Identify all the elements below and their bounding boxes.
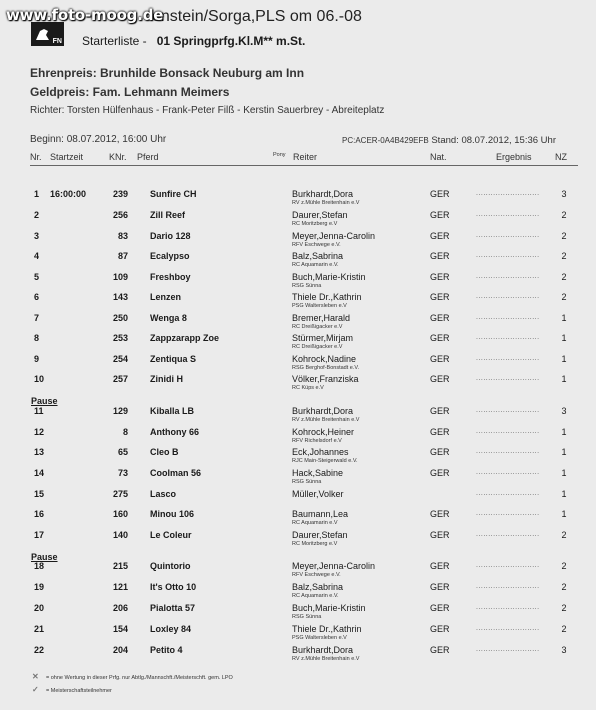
nation: GER: [430, 251, 450, 261]
start-number: 7: [34, 313, 40, 323]
result-placeholder: ..........................: [476, 531, 540, 538]
result-placeholder: ..........................: [476, 273, 540, 280]
rider-name: Burkhardt,Dora: [292, 406, 354, 416]
rider-club: RFV Eschwege e.V.: [292, 572, 341, 578]
nation: GER: [430, 530, 450, 540]
geldpreis: Geldpreis: Fam. Lehmann Meimers: [30, 85, 230, 99]
rider-club: PSG Waltersleben e.V: [292, 635, 347, 641]
table-row: [0, 272, 596, 292]
table-row: [0, 561, 596, 581]
result-placeholder: ..........................: [476, 334, 540, 341]
table-row: [0, 624, 596, 644]
class-name: 01 Springprfg.Kl.M** m.St.: [156, 34, 306, 48]
horse-name: Lenzen: [150, 292, 182, 302]
rider-name: Meyer,Jenna-Carolin: [292, 231, 376, 241]
start-number: 22: [34, 645, 45, 655]
rider-name: Burkhardt,Dora: [292, 189, 354, 199]
logo-text: FN: [52, 38, 62, 45]
nation: GER: [430, 624, 450, 634]
start-number: 14: [34, 468, 45, 478]
competitor-number: 257: [112, 374, 128, 384]
table-row: [0, 427, 596, 447]
table-row: [0, 603, 596, 623]
nation: GER: [430, 292, 450, 302]
start-number: 9: [34, 354, 40, 364]
competitor-number: 256: [112, 210, 128, 220]
nation: GER: [430, 561, 450, 571]
rider-name: Buch,Marie-Kristin: [292, 603, 366, 613]
cross-icon: ✕: [32, 672, 39, 681]
table-row: [0, 406, 596, 426]
rider-club: RC Dreißigacker e.V: [292, 324, 343, 330]
table-row: [0, 645, 596, 665]
horse-name: Cleo B: [150, 447, 179, 457]
table-row: [0, 509, 596, 529]
horse-logo-icon: [34, 25, 52, 43]
competitor-number: 140: [112, 530, 128, 540]
nz-value: 3: [561, 645, 567, 655]
nz-value: 3: [561, 189, 567, 199]
start-number: 20: [34, 603, 45, 613]
pause-label: Pause: [31, 552, 58, 562]
table-row: [0, 210, 596, 230]
col-nz: NZ: [555, 152, 567, 162]
result-placeholder: ..........................: [476, 510, 540, 517]
table-row: [0, 251, 596, 271]
nation: GER: [430, 333, 450, 343]
col-nat: Nat.: [430, 152, 447, 162]
nz-value: 2: [561, 603, 567, 613]
col-pony: Pony: [273, 152, 286, 158]
nz-value: 1: [561, 354, 567, 364]
start-number: 10: [34, 374, 45, 384]
competitor-number: 8: [122, 427, 128, 437]
header-rule: [30, 165, 578, 166]
result-placeholder: ..........................: [476, 355, 540, 362]
result-placeholder: ..........................: [476, 407, 540, 414]
rider-name: Völker,Franziska: [292, 374, 359, 384]
rider-club: RC Aquamarin e.V.: [292, 593, 339, 599]
competitor-number: 109: [112, 272, 128, 282]
horse-name: Sunfire CH: [150, 189, 197, 199]
nz-value: 1: [561, 427, 567, 437]
horse-name: Lasco: [150, 489, 177, 499]
rider-club: PSG Waltersleben e.V: [292, 303, 347, 309]
competitor-number: 250: [112, 313, 128, 323]
beginn: Beginn: 08.07.2012, 16:00 Uhr: [30, 134, 167, 145]
horse-name: Minou 106: [150, 509, 195, 519]
rider-club: RSG Sünna: [292, 283, 322, 289]
nz-value: 1: [561, 468, 567, 478]
horse-name: Pialotta 57: [150, 603, 196, 613]
nation: GER: [430, 231, 450, 241]
col-reiter: Reiter: [293, 152, 318, 162]
competitor-number: 253: [112, 333, 128, 343]
start-number: 17: [34, 530, 45, 540]
nz-value: 2: [561, 231, 567, 241]
rider-name: Burkhardt,Dora: [292, 645, 354, 655]
start-number: 16: [34, 509, 45, 519]
start-number: 3: [34, 231, 40, 241]
table-row: [0, 354, 596, 374]
pause-label: Pause: [31, 396, 58, 406]
rider-club: RSG Sünna: [292, 479, 322, 485]
nz-value: 2: [561, 530, 567, 540]
rider-club: RV z.Mühle Breitenhain e.V: [292, 656, 360, 662]
competitor-number: 215: [112, 561, 128, 571]
event-title: enstein/Sorga,PLS om 06.-08: [152, 8, 362, 25]
result-placeholder: ..........................: [476, 190, 540, 197]
start-number: 21: [34, 624, 45, 634]
competitor-number: 160: [112, 509, 128, 519]
rider-name: Daurer,Stefan: [292, 530, 348, 540]
horse-name: It's Otto 10: [150, 582, 197, 592]
result-placeholder: ..........................: [476, 604, 540, 611]
rider-name: Müller,Volker: [292, 489, 344, 499]
competitor-number: 254: [112, 354, 128, 364]
result-placeholder: ..........................: [476, 625, 540, 632]
col-knr: KNr.: [109, 152, 127, 162]
result-placeholder: ..........................: [476, 252, 540, 259]
horse-name: Zentiqua S: [150, 354, 197, 364]
ehrenpreis: Ehrenpreis: Brunhilde Bonsack Neuburg am Inn: [30, 66, 305, 80]
rider-club: RC Aquamarin e.V.: [292, 262, 339, 268]
rider-name: Thiele Dr.,Kathrin: [292, 624, 362, 634]
rider-name: Daurer,Stefan: [292, 210, 348, 220]
result-placeholder: ..........................: [476, 448, 540, 455]
rider-club: RC Aquamarin e.V: [292, 520, 338, 526]
rider-club: RJC Main-Steigerwald e.V.: [292, 458, 358, 464]
nz-value: 2: [561, 561, 567, 571]
competitor-number: 143: [112, 292, 128, 302]
rider-name: Buch,Marie-Kristin: [292, 272, 366, 282]
rider-club: RSG Sünna: [292, 614, 322, 620]
table-row: [0, 374, 596, 394]
competitor-number: 206: [112, 603, 128, 613]
table-row: [0, 231, 596, 251]
start-number: 1: [34, 189, 40, 199]
rider-club: RC Küps e.V: [292, 385, 324, 391]
start-number: 15: [34, 489, 45, 499]
rider-club: RV z.Mühle Breitenhain e.V: [292, 417, 360, 423]
horse-name: Kiballa LB: [150, 406, 195, 416]
competitor-number: 87: [117, 251, 128, 261]
rider-name: Kohrock,Heiner: [292, 427, 355, 437]
start-number: 8: [34, 333, 40, 343]
nation: GER: [430, 427, 450, 437]
start-number: 18: [34, 561, 45, 571]
nation: GER: [430, 210, 450, 220]
rider-name: Meyer,Jenna-Carolin: [292, 561, 376, 571]
table-row: [0, 582, 596, 602]
result-placeholder: ..........................: [476, 490, 540, 497]
horse-name: Loxley 84: [150, 624, 192, 634]
table-row: [0, 530, 596, 550]
legend-item: [32, 672, 233, 681]
horse-name: Anthony 66: [150, 427, 200, 437]
watermark: www.foto-moog.de: [6, 6, 164, 24]
result-placeholder: ..........................: [476, 314, 540, 321]
horse-name: Le Coleur: [150, 530, 192, 540]
rider-name: Kohrock,Nadine: [292, 354, 357, 364]
horse-name: Zill Reef: [150, 210, 186, 220]
nation: GER: [430, 189, 450, 199]
rider-club: RC Moritzberg e.V: [292, 541, 338, 547]
check-icon: ✓: [32, 685, 39, 694]
rider-name: Balz,Sabrina: [292, 582, 344, 592]
table-row: [0, 468, 596, 488]
horse-name: Quintorio: [150, 561, 191, 571]
start-number: 6: [34, 292, 40, 302]
horse-name: Petito 4: [150, 645, 183, 655]
nz-value: 1: [561, 447, 567, 457]
rider-club: RFV Richelsdorf e.V: [292, 438, 342, 444]
nation: GER: [430, 582, 450, 592]
competitor-number: 154: [112, 624, 128, 634]
result-placeholder: ..........................: [476, 646, 540, 653]
start-number: 2: [34, 210, 40, 220]
table-row: [0, 189, 596, 209]
nation: GER: [430, 509, 450, 519]
horse-name: Dario 128: [150, 231, 191, 241]
table-row: [0, 489, 596, 509]
result-placeholder: ..........................: [476, 375, 540, 382]
rider-name: Baumann,Lea: [292, 509, 349, 519]
legend-text: = Meisterschaftsteilnehmer: [46, 688, 112, 694]
result-placeholder: ..........................: [476, 293, 540, 300]
rider-club: RV z.Mühle Breitenhain e.V: [292, 200, 360, 206]
result-placeholder: ..........................: [476, 562, 540, 569]
nation: GER: [430, 354, 450, 364]
legend-text: = ohne Wertung in dieser Prfg. nur Abtlg./Mannschft./Meisterschft. gem. LPO: [46, 675, 233, 681]
competitor-number: 65: [117, 447, 128, 457]
col-startzeit: Startzeit: [50, 152, 84, 162]
nz-value: 2: [561, 624, 567, 634]
rider-club: RSG Berghof-Bonstadt e.V.: [292, 365, 360, 371]
rider-name: Thiele Dr.,Kathrin: [292, 292, 362, 302]
horse-name: Ecalypso: [150, 251, 190, 261]
start-number: 12: [34, 427, 45, 437]
competitor-number: 129: [112, 406, 128, 416]
nz-value: 1: [561, 489, 567, 499]
start-time: 16:00:00: [50, 189, 87, 199]
nation: GER: [430, 468, 450, 478]
competitor-number: 83: [117, 231, 128, 241]
nz-value: 1: [561, 313, 567, 323]
result-placeholder: ..........................: [476, 469, 540, 476]
legend-item: [32, 685, 112, 694]
table-row: [0, 447, 596, 467]
horse-name: Zinidi H: [150, 374, 183, 384]
result-placeholder: ..........................: [476, 583, 540, 590]
start-number: 5: [34, 272, 40, 282]
nation: GER: [430, 645, 450, 655]
table-row: [0, 292, 596, 312]
col-nr: Nr.: [30, 152, 42, 162]
nation: GER: [430, 272, 450, 282]
starterliste-label: Starterliste -: [82, 34, 147, 48]
start-number: 11: [34, 406, 44, 416]
nz-value: 2: [561, 210, 567, 220]
nz-value: 2: [561, 251, 567, 261]
col-ergebnis: Ergebnis: [496, 152, 532, 162]
rider-name: Bremer,Harald: [292, 313, 351, 323]
stand-time: Stand: 08.07.2012, 15:36 Uhr: [428, 135, 556, 146]
rider-name: Eck,Johannes: [292, 447, 349, 457]
competitor-number: 73: [117, 468, 128, 478]
horse-name: Wenga 8: [150, 313, 187, 323]
nation: GER: [430, 406, 450, 416]
horse-name: Zappzarapp Zoe: [150, 333, 220, 343]
rider-club: RC Dreißigacker e.V: [292, 344, 343, 350]
pc-id: PC:ACER-0A4B429EFB: [342, 136, 429, 145]
rider-name: Hack,Sabine: [292, 468, 344, 478]
start-number: 19: [34, 582, 45, 592]
nz-value: 1: [561, 333, 567, 343]
rider-club: RC Moritzberg e.V: [292, 221, 338, 227]
horse-name: Freshboy: [150, 272, 191, 282]
nz-value: 3: [561, 406, 567, 416]
result-placeholder: ..........................: [476, 211, 540, 218]
rider-name: Stürmer,Mirjam: [292, 333, 354, 343]
nz-value: 1: [561, 509, 567, 519]
col-pferd: Pferd: [137, 152, 159, 162]
fn-logo: [31, 22, 64, 46]
nation: GER: [430, 374, 450, 384]
richter: Richter: Torsten Hülfenhaus - Frank-Peter Filß - Kerstin Sauerbrey - Abreiteplatz: [30, 105, 385, 116]
competitor-number: 275: [112, 489, 128, 499]
rider-club: RFV Eschwege e.V.: [292, 242, 341, 248]
start-number: 13: [34, 447, 45, 457]
nz-value: 1: [561, 374, 567, 384]
nz-value: 2: [561, 292, 567, 302]
start-number: 4: [34, 251, 40, 261]
competitor-number: 121: [112, 582, 128, 592]
competitor-number: 204: [112, 645, 128, 655]
stand: [342, 135, 556, 146]
nz-value: 2: [561, 272, 567, 282]
rider-name: Balz,Sabrina: [292, 251, 344, 261]
nation: GER: [430, 313, 450, 323]
table-row: [0, 313, 596, 333]
starterliste-line: [82, 34, 305, 48]
table-row: [0, 333, 596, 353]
nation: GER: [430, 447, 450, 457]
horse-name: Coolman 56: [150, 468, 202, 478]
competitor-number: 239: [112, 189, 128, 199]
nz-value: 2: [561, 582, 567, 592]
result-placeholder: ..........................: [476, 428, 540, 435]
result-placeholder: ..........................: [476, 232, 540, 239]
nation: GER: [430, 603, 450, 613]
